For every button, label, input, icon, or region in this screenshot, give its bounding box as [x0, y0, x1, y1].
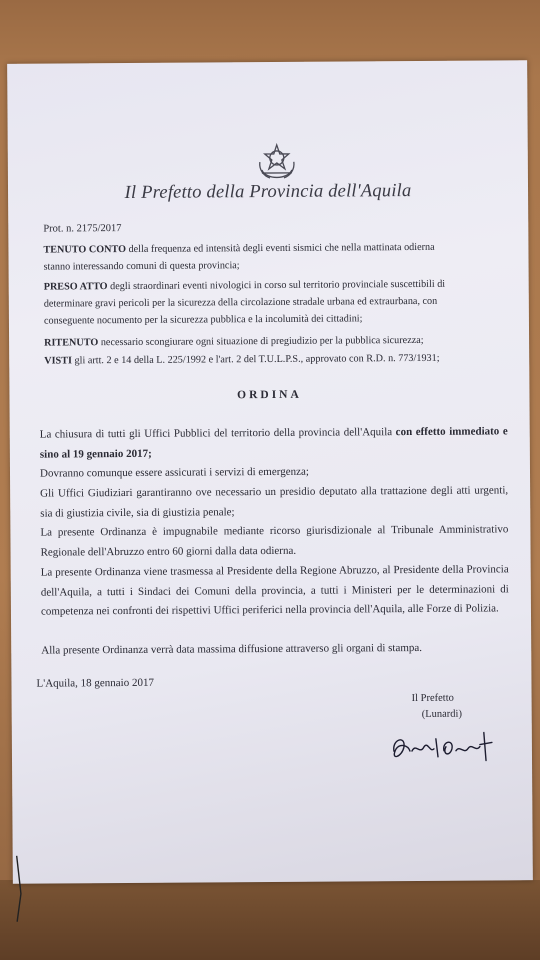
handwritten-signature [384, 720, 504, 771]
background-table [0, 880, 540, 960]
order-item: Gli Uffici Giudiziari garantiranno ove necessario un presidio deputato alla trattazione degli atti urgenti, sia di giustizia civile, sia di giustizia penale; [40, 484, 509, 520]
premise-text: degli straordinari eventi nivologici in corso sul territorio provinciale suscettibili di [107, 278, 446, 293]
premise-visti [44, 349, 514, 369]
premise-preso-atto [44, 275, 514, 329]
order-text: La chiusura di tutti gli Uffici Pubblici del territorio della provincia dell'Aquila [39, 426, 396, 441]
premise-lead: RITENUTO [44, 337, 99, 349]
premise-text: stanno interessando comuni di questa provincia; [43, 260, 240, 273]
premise-text: della frequenza ed intensità degli eventi sismici che nella mattinata odierna [125, 241, 435, 255]
order-item: La presente Ordinanza viene trasmessa al Presidente della Regione Abruzzo, al Presidente della Provincia dell'Aquila, a tutti i Sindaci dei Comuni della provincia, a tutti i Ministeri per le determinazioni di competenza nei confronti dei rispettivi Uffici periferici nella provincia dell'Aquila, alle Forze di Polizia. [40, 563, 509, 618]
premise-text: necessario scongiurare ogni situazione di pregiudizio per la pubblica sicurezza; [98, 334, 424, 349]
document-page [7, 60, 533, 884]
premise-text: conseguente nocumento per la sicurezza pubblica e la incolumità dei cittadini; [43, 313, 363, 327]
premise-lead: VISTI [44, 355, 73, 367]
signatory-title: Il Prefetto [411, 692, 454, 705]
premise-text: gli artt. 2 e 14 della L. 225/1992 e l'art. 2 del T.U.L.P.S., approvato con R.D. n. 773/1931; [71, 352, 440, 367]
pen-mark [13, 854, 33, 924]
protocol-number: Prot. n. 2175/2017 [43, 223, 122, 235]
order-item: Dovranno comunque essere assicurati i servizi di emergenza; [39, 465, 309, 480]
premise-tenuto-conto [43, 238, 513, 275]
premise-lead: TENUTO CONTO [43, 243, 127, 256]
order-bold-text: con effetto immediato e sino al 19 gennaio 2017; [39, 425, 508, 461]
order-item [40, 422, 508, 464]
place-date: L'Aquila, 18 gennaio 2017 [36, 676, 154, 690]
document-heading: Il Prefetto della Provincia dell'Aquila [124, 181, 412, 204]
premise-lead: PRESO ATTO [43, 281, 108, 293]
premise-text: determinare gravi pericoli per la sicurezza della circolazione stradale urbana ed extraurbana, con [43, 295, 438, 310]
order-item: Alla presente Ordinanza verrà data massima diffusione attraverso gli organi di stampa. [41, 641, 423, 657]
ordina-heading: ORDINA [237, 388, 302, 402]
republic-emblem-icon [256, 140, 298, 184]
premise-ritenuto [44, 331, 514, 351]
order-item: La presente Ordinanza è impugnabile mediante ricorso giurisdizionale al Tribunale Amministrativo Regionale dell'Abruzzo entro 60 giorni dalla data odierna. [40, 523, 509, 559]
signatory-name: (Lunardi) [421, 708, 462, 720]
